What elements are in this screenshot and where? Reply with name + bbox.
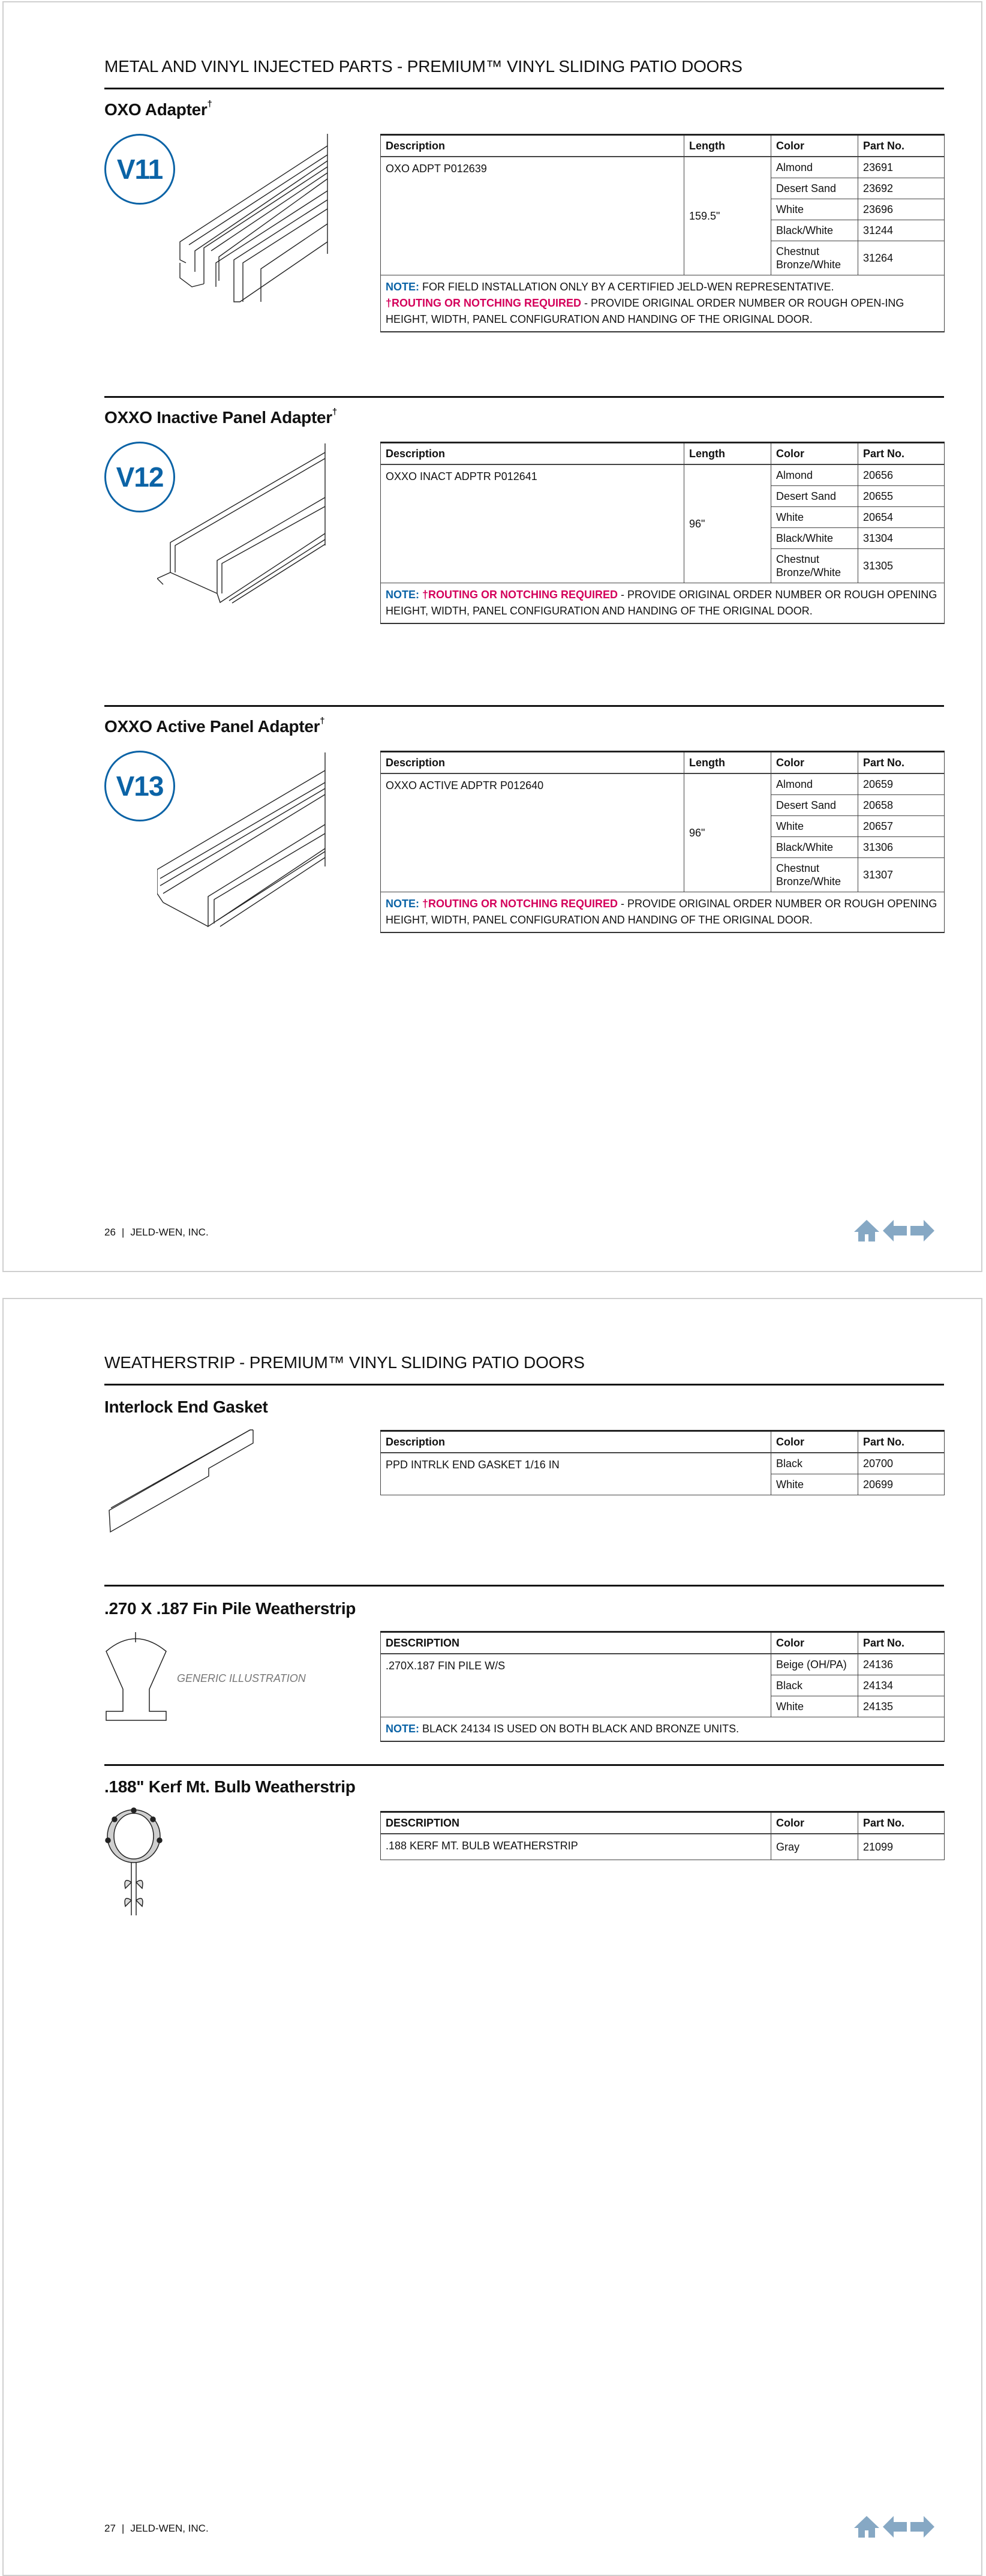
column-header: Color xyxy=(771,752,858,774)
note-body: - PROVIDE ORIGINAL ORDER NUMBER OR ROUGH OPEN-ING HEIGHT, WIDTH, PANEL CONFIGURATION AND HANDING OF THE ORIGINAL DOOR. xyxy=(386,297,904,325)
part-number: 20655 xyxy=(858,486,945,507)
table-row xyxy=(381,1654,945,1675)
column-header: Description xyxy=(381,1431,771,1453)
part-color: Almond xyxy=(771,773,858,795)
part-number: 20659 xyxy=(858,773,945,795)
table-row xyxy=(381,1834,945,1860)
page-navigation xyxy=(854,2516,934,2538)
page-number: 26 xyxy=(104,1226,116,1238)
routing-warning: †ROUTING OR NOTCHING REQUIRED xyxy=(419,898,618,910)
part-description: PPD INTRLK END GASKET 1/16 IN xyxy=(381,1453,771,1495)
note-body: - PROVIDE ORIGINAL ORDER NUMBER OR ROUGH OPENING HEIGHT, WIDTH, PANEL CONFIGURATION AND HANDING OF THE ORIGINAL DOOR. xyxy=(386,589,937,617)
part-description: OXXO INACT ADPTR P012641 xyxy=(381,464,684,583)
table-row xyxy=(381,157,945,178)
generic-illustration-label: GENERIC ILLUSTRATION xyxy=(177,1672,306,1684)
oxxo-active-illustration xyxy=(157,752,331,932)
column-header: Description xyxy=(381,135,684,157)
table-header-row xyxy=(381,443,945,465)
column-header: Color xyxy=(771,1812,858,1834)
section-heading-oxo-adapter xyxy=(104,101,212,118)
dagger: † xyxy=(207,99,212,109)
note-label: NOTE: xyxy=(386,898,419,910)
part-number: 24135 xyxy=(858,1696,945,1717)
part-length: 159.5" xyxy=(684,157,771,275)
table-row xyxy=(381,773,945,795)
footer-separator: | xyxy=(121,2523,125,2534)
part-number: 23691 xyxy=(858,157,945,178)
column-header: Part No. xyxy=(858,752,945,774)
page-footer xyxy=(104,2523,209,2535)
page-number: 27 xyxy=(104,2523,116,2534)
part-description: .270X.187 FIN PILE W/S xyxy=(381,1654,771,1717)
company-name: JELD-WEN, INC. xyxy=(130,2523,209,2534)
part-badge: V13 xyxy=(104,751,175,821)
part-color: Black/White xyxy=(771,220,858,241)
fin-pile-illustration xyxy=(102,1629,171,1725)
table-header-row xyxy=(381,1812,945,1834)
page-title: WEATHERSTRIP - PREMIUM™ VINYL SLIDING PATIO DOORS xyxy=(104,1353,585,1372)
column-header: DESCRIPTION xyxy=(381,1632,771,1654)
arrow-right-icon[interactable] xyxy=(910,2516,934,2538)
part-number: 31304 xyxy=(858,528,945,549)
note-row xyxy=(381,1717,945,1742)
parts-table-fin-pile xyxy=(380,1631,945,1742)
part-number: 24134 xyxy=(858,1675,945,1696)
part-color: Black/White xyxy=(771,837,858,858)
note-row xyxy=(381,892,945,933)
footer-separator: | xyxy=(121,1226,125,1238)
column-header: Part No. xyxy=(858,1632,945,1654)
arrow-right-icon[interactable] xyxy=(910,1220,934,1241)
divider xyxy=(104,1585,944,1587)
arrow-left-icon[interactable] xyxy=(883,1220,907,1241)
heading-text: OXXO Active Panel Adapter xyxy=(104,717,320,736)
table-header-row xyxy=(381,135,945,157)
page-title: METAL AND VINYL INJECTED PARTS - PREMIUM™ VINYL SLIDING PATIO DOORS xyxy=(104,57,742,76)
table-row xyxy=(381,464,945,486)
part-color: White xyxy=(771,1696,858,1717)
part-number: 23696 xyxy=(858,199,945,220)
part-color: Chestnut Bronze/White xyxy=(771,241,858,275)
column-header: Color xyxy=(771,443,858,465)
part-color: Desert Sand xyxy=(771,486,858,507)
part-number: 20700 xyxy=(858,1453,945,1474)
note-row xyxy=(381,583,945,624)
divider xyxy=(104,705,944,707)
part-color: Desert Sand xyxy=(771,795,858,816)
divider xyxy=(104,1764,944,1766)
note-label: NOTE: xyxy=(386,589,419,601)
part-description: OXXO ACTIVE ADPTR P012640 xyxy=(381,773,684,892)
part-color: Chestnut Bronze/White xyxy=(771,858,858,892)
heading-text: OXXO Inactive Panel Adapter xyxy=(104,408,332,427)
column-header: Length xyxy=(684,443,771,465)
part-number: 31264 xyxy=(858,241,945,275)
part-number: 21099 xyxy=(858,1834,945,1860)
parts-table-v13 xyxy=(380,751,945,933)
column-header: Color xyxy=(771,1431,858,1453)
column-header: Length xyxy=(684,135,771,157)
part-number: 31306 xyxy=(858,837,945,858)
part-badge: V12 xyxy=(104,442,175,512)
note-text xyxy=(381,275,945,332)
divider xyxy=(104,1384,944,1386)
parts-table-v12 xyxy=(380,442,945,624)
page-footer xyxy=(104,1226,209,1238)
part-color: Black xyxy=(771,1675,858,1696)
part-color: White xyxy=(771,1474,858,1495)
section-heading-bulb: .188" Kerf Mt. Bulb Weatherstrip xyxy=(104,1777,356,1796)
parts-table-interlock-gasket xyxy=(380,1430,945,1495)
column-header: Length xyxy=(684,752,771,774)
table-header-row xyxy=(381,1632,945,1654)
note-body: - PROVIDE ORIGINAL ORDER NUMBER OR ROUGH OPENING HEIGHT, WIDTH, PANEL CONFIGURATION AND HANDING OF THE ORIGINAL DOOR. xyxy=(386,898,937,926)
heading-text: OXO Adapter xyxy=(104,100,208,119)
routing-warning: †ROUTING OR NOTCHING REQUIRED xyxy=(419,589,618,601)
part-number: 20654 xyxy=(858,507,945,528)
part-badge: V11 xyxy=(104,134,175,205)
table-row xyxy=(381,1453,945,1474)
page-navigation xyxy=(854,1220,934,1241)
section-heading-oxxo-active xyxy=(104,718,324,735)
column-header: Part No. xyxy=(858,443,945,465)
column-header: Description xyxy=(381,752,684,774)
dagger: † xyxy=(332,407,337,417)
part-color: Beige (OH/PA) xyxy=(771,1654,858,1675)
part-color: Black xyxy=(771,1453,858,1474)
oxxo-inactive-illustration xyxy=(157,443,331,605)
part-color: Almond xyxy=(771,157,858,178)
part-description: OXO ADPT P012639 xyxy=(381,157,684,275)
parts-table-bulb xyxy=(380,1811,945,1860)
home-icon[interactable] xyxy=(854,2516,879,2538)
part-number: 31307 xyxy=(858,858,945,892)
note-text xyxy=(381,583,945,624)
divider xyxy=(104,88,944,89)
column-header: Part No. xyxy=(858,135,945,157)
part-color: Almond xyxy=(771,464,858,486)
part-number: 20657 xyxy=(858,816,945,837)
column-header: Description xyxy=(381,443,684,465)
bulb-weatherstrip-illustration xyxy=(105,1807,165,1927)
divider xyxy=(104,396,944,398)
part-number: 23692 xyxy=(858,178,945,199)
column-header: DESCRIPTION xyxy=(381,1812,771,1834)
column-header: Part No. xyxy=(858,1431,945,1453)
part-length: 96" xyxy=(684,773,771,892)
dagger: † xyxy=(320,716,325,726)
part-color: Black/White xyxy=(771,528,858,549)
parts-table-v11 xyxy=(380,134,945,332)
column-header: Color xyxy=(771,1632,858,1654)
column-header: Color xyxy=(771,135,858,157)
part-color: White xyxy=(771,199,858,220)
oxo-adapter-illustration xyxy=(168,134,333,305)
part-color: Chestnut Bronze/White xyxy=(771,549,858,583)
home-icon[interactable] xyxy=(854,1220,879,1241)
part-color: White xyxy=(771,507,858,528)
part-description: .188 KERF MT. BULB WEATHERSTRIP xyxy=(381,1834,771,1860)
note-text xyxy=(381,892,945,933)
section-heading-fin-pile: .270 X .187 Fin Pile Weatherstrip xyxy=(104,1599,356,1618)
part-number: 20699 xyxy=(858,1474,945,1495)
note-text xyxy=(381,1717,945,1742)
part-number: 20656 xyxy=(858,464,945,486)
section-heading-oxxo-inactive xyxy=(104,409,337,426)
note-label: NOTE: xyxy=(386,1723,419,1735)
routing-warning: †ROUTING OR NOTCHING REQUIRED xyxy=(386,297,582,309)
table-header-row xyxy=(381,752,945,774)
note-body: BLACK 24134 IS USED ON BOTH BLACK AND BRONZE UNITS. xyxy=(419,1723,740,1735)
column-header: Part No. xyxy=(858,1812,945,1834)
part-number: 31305 xyxy=(858,549,945,583)
section-heading-interlock-gasket: Interlock End Gasket xyxy=(104,1398,268,1416)
note-line: FOR FIELD INSTALLATION ONLY BY A CERTIFIED JELD-WEN REPRESENTATIVE. xyxy=(419,281,834,293)
arrow-left-icon[interactable] xyxy=(883,2516,907,2538)
part-number: 31244 xyxy=(858,220,945,241)
note-row xyxy=(381,275,945,332)
part-length: 96" xyxy=(684,464,771,583)
part-number: 20658 xyxy=(858,795,945,816)
interlock-gasket-illustration xyxy=(105,1427,261,1538)
part-color: White xyxy=(771,816,858,837)
part-color: Desert Sand xyxy=(771,178,858,199)
company-name: JELD-WEN, INC. xyxy=(130,1226,209,1238)
note-label: NOTE: xyxy=(386,281,419,293)
part-number: 24136 xyxy=(858,1654,945,1675)
table-header-row xyxy=(381,1431,945,1453)
part-color: Gray xyxy=(771,1834,858,1860)
